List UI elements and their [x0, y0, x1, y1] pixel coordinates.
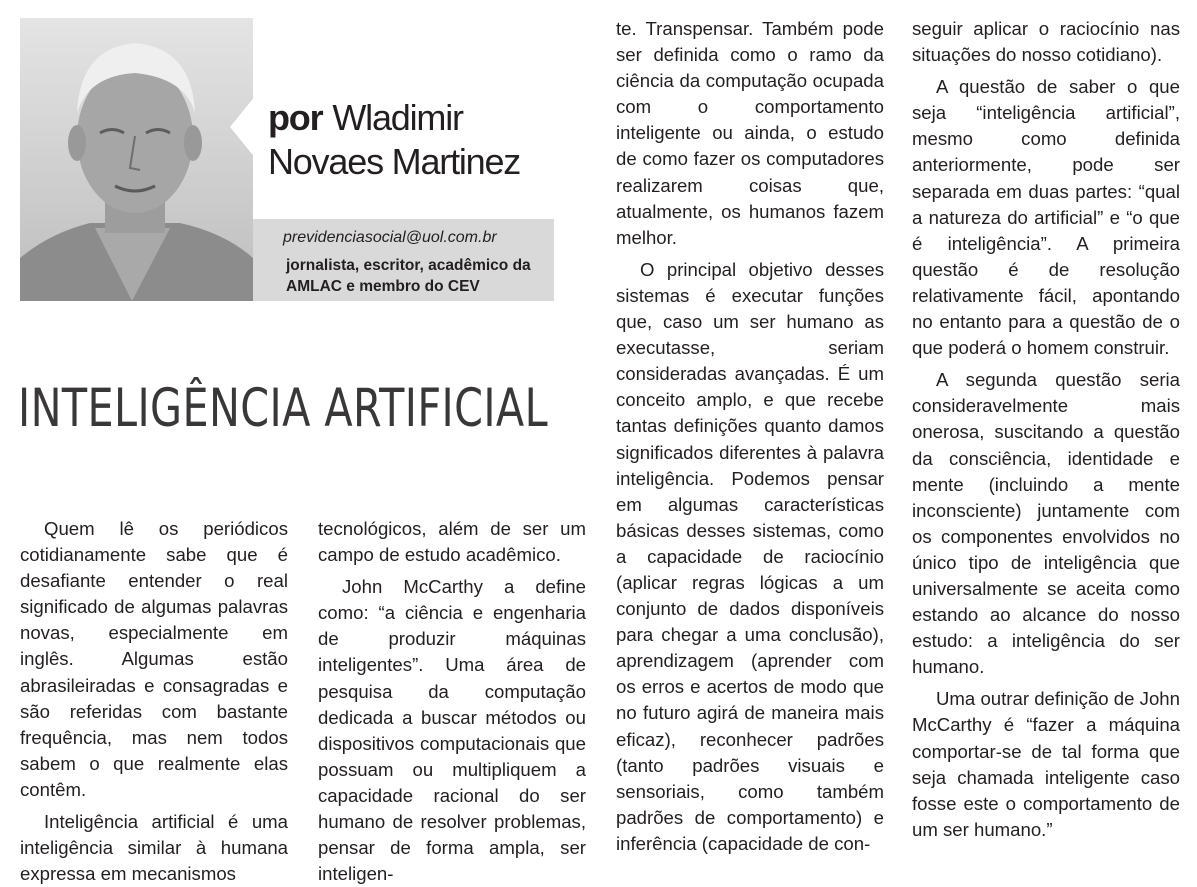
- author-email[interactable]: previdenciasocial@uol.com.br: [283, 229, 497, 246]
- article-paragraph: te. Transpensar. Também pode ser definida como o ramo da ciência da computação ocupada com o comportamento inteligente ou ainda, o estudo de como fazer os computadores realizarem coisas que, atualmente, os humanos fazem melhor.: [616, 18, 884, 248]
- author-photo: [20, 18, 253, 301]
- article-paragraph: A questão de saber o que seja “inteligência artificial”, mesmo como definida anteriormente, pode ser separada em duas partes: “qual a natureza do artificial” e “o que é inteligência”. A primeira questão é de resolução relativamente fácil, apontando no entanto para a questão de o que poderá o homem construir.: [912, 76, 1180, 359]
- photo-pointer: [230, 95, 256, 159]
- article-paragraph: tecnológicos, além de ser um campo de estudo acadêmico.: [318, 518, 586, 566]
- author-byline: [268, 96, 520, 184]
- article-column-1: [20, 516, 288, 887]
- author-portrait-illustration: [20, 18, 253, 301]
- article-paragraph: Quem lê os periódicos cotidianamente sabe que é desafiante entender o real significado de algumas palavras novas, especialmente em inglês. Algumas estão abrasileiradas e consagradas e são referidas com bastante frequência, mas nem todos sabem o que realmente elas contêm.: [20, 518, 288, 800]
- article-paragraph: Inteligência artificial é uma inteligência similar à humana expressa em mecanismos: [20, 811, 288, 885]
- author-name-line2: Novaes Martinez: [268, 141, 521, 182]
- article-paragraph: O principal objetivo desses sistemas é executar funções que, caso um ser humano as executasse, seriam consideradas avançadas. É um conceito amplo, e que recebe tantas definições quanto damos significados diferentes à palavra inteligência. Podemos pensar em algumas características básicas desses sistemas, como a capacidade de raciocínio (aplicar regras lógicas a um conjunto de dados disponíveis para chegar a uma conclusão), aprendizagem (aprender com os erros e acertos de modo que no futuro agirá de maneira mais eficaz), reconhecer padrões (tanto padrões visuais e sensoriais, como também padrões de comportamento) e inferência (capacidade de con-: [616, 258, 884, 854]
- article-title: INTELIGÊNCIA ARTIFICIAL: [18, 378, 549, 439]
- author-bio: jornalista, escritor, acadêmico da AMLAC e membro do CEV: [286, 257, 531, 295]
- article-paragraph: John McCarthy a define como: “a ciência e engenharia de produzir máquinas inteligentes”. Uma área de pesquisa da computação dedicada a buscar métodos ou dispositivos computacionais que possuam ou multipliquem a capacidade racional do ser humano de resolver problemas, pensar de forma ampla, ser inteligen-: [318, 576, 586, 885]
- article-paragraph: A segunda questão seria consideravelmente mais onerosa, suscitando a questão da consciência, identidade e mente (incluindo a mente inconsciente) juntamente com os componentes envolvidos no único tipo de inteligência que universalmente se aceita como estando ao alcance do nosso estudo: a inteligência do ser humano.: [912, 369, 1180, 678]
- byline-prefix: por: [268, 97, 323, 138]
- article-column-3: [616, 16, 884, 857]
- article-column-2: [318, 516, 586, 887]
- article-paragraph: seguir aplicar o raciocínio nas situações do nosso cotidiano).: [912, 18, 1180, 66]
- article-paragraph: Uma outrar definição de John McCarthy é “fazer a máquina comportar-se de tal forma que seja chamada inteligente caso fosse este o comportamento de um ser humano.”: [912, 688, 1180, 840]
- author-name: Wladimir: [332, 97, 463, 138]
- article-column-4: [912, 16, 1180, 843]
